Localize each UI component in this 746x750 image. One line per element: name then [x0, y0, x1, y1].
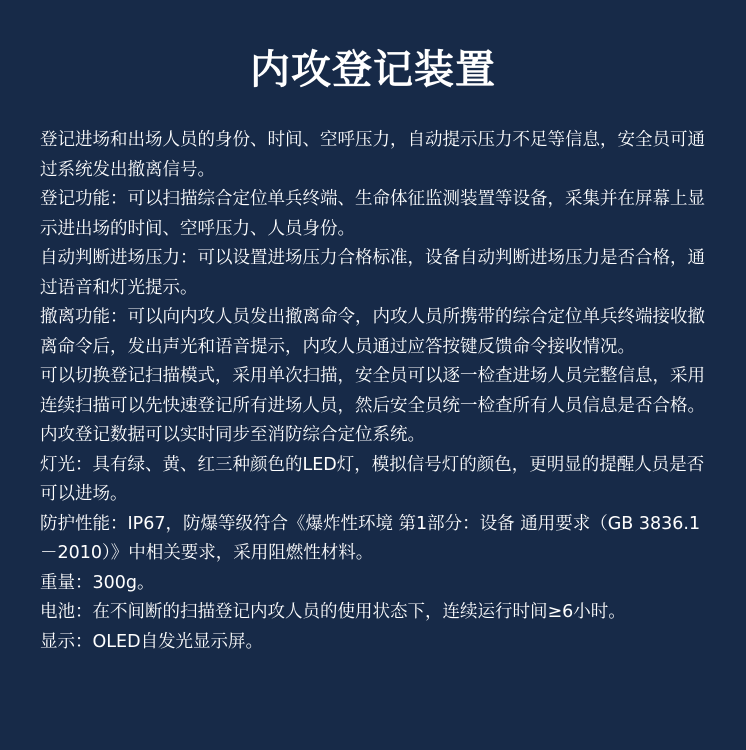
page-title: 内攻登记装置 — [250, 47, 496, 93]
paragraph-evacuation: 撤离功能：可以向内攻人员发出撤离命令，内攻人员所携带的综合定位单兵终端接收撤离命令后，发出声光和语音提示，内攻人员通过应答按键反馈命令接收情况。 — [40, 307, 705, 357]
paragraph-battery: 电池：在不间断的扫描登记内攻人员的使用状态下，连续运行时间≥6小时。 — [40, 602, 626, 622]
paragraph-scan-mode: 可以切换登记扫描模式，采用单次扫描，安全员可以逐一检查进场人员完整信息，采用连续扫描可以先快速登记所有进场人员，然后安全员统一检查所有人员信息是否合格。 — [40, 366, 705, 416]
paragraph-intro: 登记进场和出场人员的身份、时间、空呼压力，自动提示压力不足等信息，安全员可通过系统发出撤离信号。 — [40, 130, 705, 180]
paragraph-display: 显示：OLED自发光显示屏。 — [40, 631, 264, 652]
paragraph-sync: 内攻登记数据可以实时同步至消防综合定位系统。 — [40, 425, 425, 445]
paragraph-lights: 灯光：具有绿、黄、红三种颜色的LED灯，模拟信号灯的颜色，更明显的提醒人员是否可以进场。 — [40, 454, 705, 504]
paragraph-protection: 防护性能：IP67，防爆等级符合《爆炸性环境 第1部分：设备 通用要求（GB 3836.1－2010）》中相关要求，采用阻燃性材料。 — [40, 513, 701, 563]
description-body — [40, 126, 710, 657]
paragraph-registration: 登记功能：可以扫描综合定位单兵终端、生命体征监测装置等设备，采集并在屏幕上显示进出场的时间、空呼压力、人员身份。 — [40, 189, 705, 239]
paragraph-weight: 重量：300g。 — [40, 572, 155, 593]
paragraph-pressure-check: 自动判断进场压力：可以设置进场压力合格标准，设备自动判断进场压力是否合格，通过语音和灯光提示。 — [40, 248, 705, 298]
